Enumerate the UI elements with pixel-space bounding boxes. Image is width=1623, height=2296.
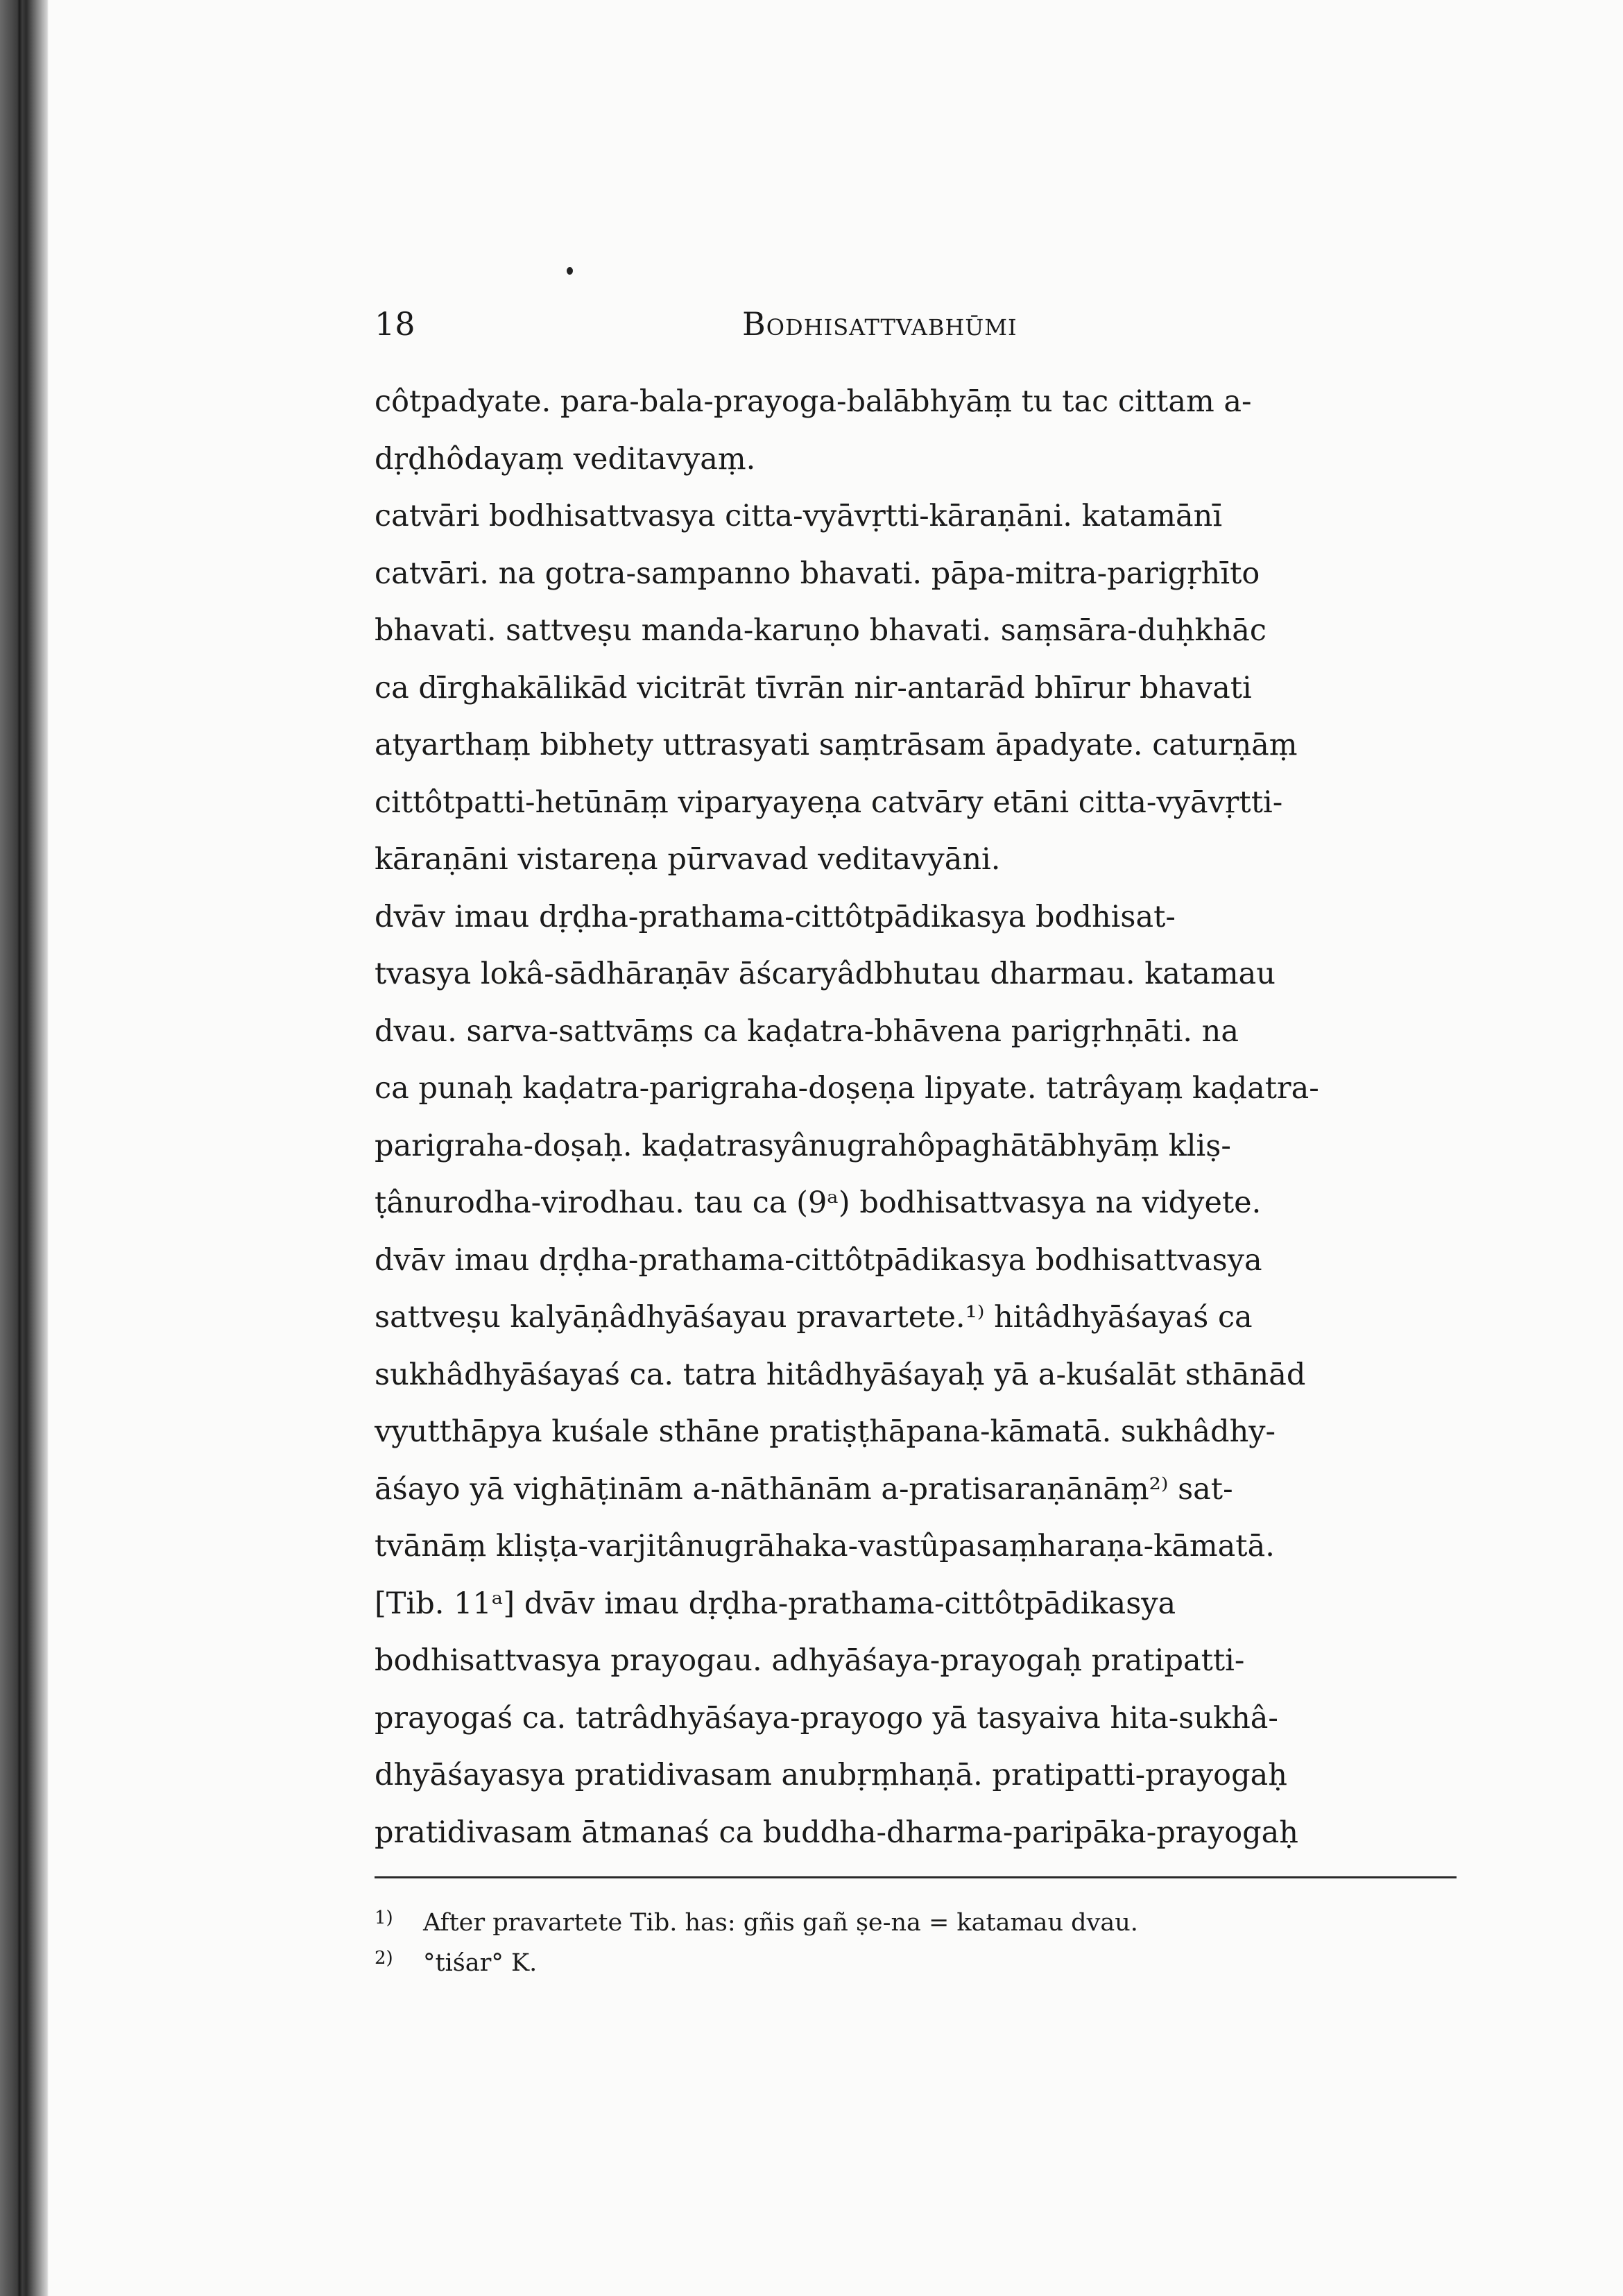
page-header [375, 298, 1457, 354]
text-line: [Tib. 11ᵃ] dvāv imau dṛḍha-prathama-cittôtpādikasya [375, 1586, 1176, 1621]
footnote-text: After pravartete Tib. has: gñis gañ ṣe-na = katamau dvau. [423, 1909, 1138, 1937]
text-line: parigraha-doṣaḥ. kaḍatrasyânugrahôpaghātābhyāṃ kliṣ- [375, 1128, 1231, 1163]
footnote [375, 1898, 1457, 1938]
text-line: sukhâdhyāśayaś ca. tatra hitâdhyāśayaḥ yā a-kuśalāt sthānād [375, 1357, 1306, 1392]
footnotes [375, 1898, 1457, 1978]
footnote-marker: 1) [375, 1908, 393, 1928]
text-line: dṛḍhôdayaṃ veditavyaṃ. [375, 441, 756, 477]
text-line: cittôtpatti-hetūnāṃ viparyayeṇa catvāry etāni citta-vyāvṛtti- [375, 785, 1283, 820]
text-line: pratidivasam ātmanaś ca buddha-dharma-paripāka-prayogaḥ [375, 1815, 1298, 1850]
text-line: kāraṇāni vistareṇa pūrvavad veditavyāni. [375, 842, 1001, 877]
text-line: sattveṣu kalyāṇâdhyāśayau pravartete.¹⁾ hitâdhyāśayaś ca [375, 1300, 1253, 1335]
footnote-divider [375, 1876, 1457, 1878]
page-number: 18 [375, 305, 415, 343]
footnote-text: °tiśar° K. [423, 1949, 538, 1977]
book-binding-edge [0, 0, 49, 2296]
text-line: dhyāśayasya pratidivasam anubṛṃhaṇā. pratipatti-prayogaḥ [375, 1758, 1287, 1792]
text-line: tvasya lokâ-sādhāraṇāv āścaryâdbhutau dharmau. katamau [375, 957, 1276, 991]
text-line: bodhisattvasya prayogau. adhyāśaya-prayogaḥ pratipatti- [375, 1643, 1245, 1678]
text-line: catvāri bodhisattvasya citta-vyāvṛtti-kāraṇāni. katamānī [375, 499, 1223, 533]
text-line: tvānāṃ kliṣṭa-varjitânugrāhaka-vastûpasaṃharaṇa-kāmatā. [375, 1529, 1275, 1563]
text-line: prayogaś ca. tatrâdhyāśaya-prayogo yā tasyaiva hita-sukhâ- [375, 1700, 1278, 1736]
text-line: dvāv imau dṛḍha-prathama-cittôtpādikasya bodhisattvasya [375, 1242, 1262, 1278]
text-line: côtpadyate. para-bala-prayoga-balābhyāṃ tu tac cittam a- [375, 384, 1252, 419]
text-line: ca punaḥ kaḍatra-parigraha-doṣeṇa lipyate. tatrâyaṃ kaḍatra- [375, 1071, 1319, 1106]
book-page [375, 298, 1457, 1978]
footnote-marker: 2) [375, 1948, 393, 1969]
text-line: bhavati. sattveṣu manda-karuṇo bhavati. saṃsāra-duḥkhāc [375, 613, 1267, 648]
running-title: Bodhisattvabhūmi [742, 305, 1017, 343]
text-line: catvāri. na gotra-sampanno bhavati. pāpa-mitra-parigṛhīto [375, 556, 1260, 591]
print-speck [567, 267, 573, 275]
text-line: atyarthaṃ bibhety uttrasyati saṃtrāsam āpadyate. caturṇāṃ [375, 728, 1298, 762]
text-line: āśayo yā vighāṭinām a-nāthānām a-pratisaraṇānāṃ²⁾ sat- [375, 1471, 1233, 1507]
text-line: dvāv imau dṛḍha-prathama-cittôtpādikasya bodhisat- [375, 899, 1176, 934]
text-line: ṭânurodha-virodhau. tau ca (9ᵃ) bodhisattvasya na vidyete. [375, 1185, 1262, 1220]
text-line: dvau. sarva-sattvāṃs ca kaḍatra-bhāvena parigṛhṇāti. na [375, 1013, 1239, 1049]
text-line: vyutthāpya kuśale sthāne pratiṣṭhāpana-kāmatā. sukhâdhy- [375, 1414, 1276, 1449]
footnote [375, 1938, 1457, 1978]
body-text [375, 373, 1457, 1861]
text-line: ca dīrghakālikād vicitrāt tīvrān nir-antarād bhīrur bhavati [375, 670, 1252, 705]
